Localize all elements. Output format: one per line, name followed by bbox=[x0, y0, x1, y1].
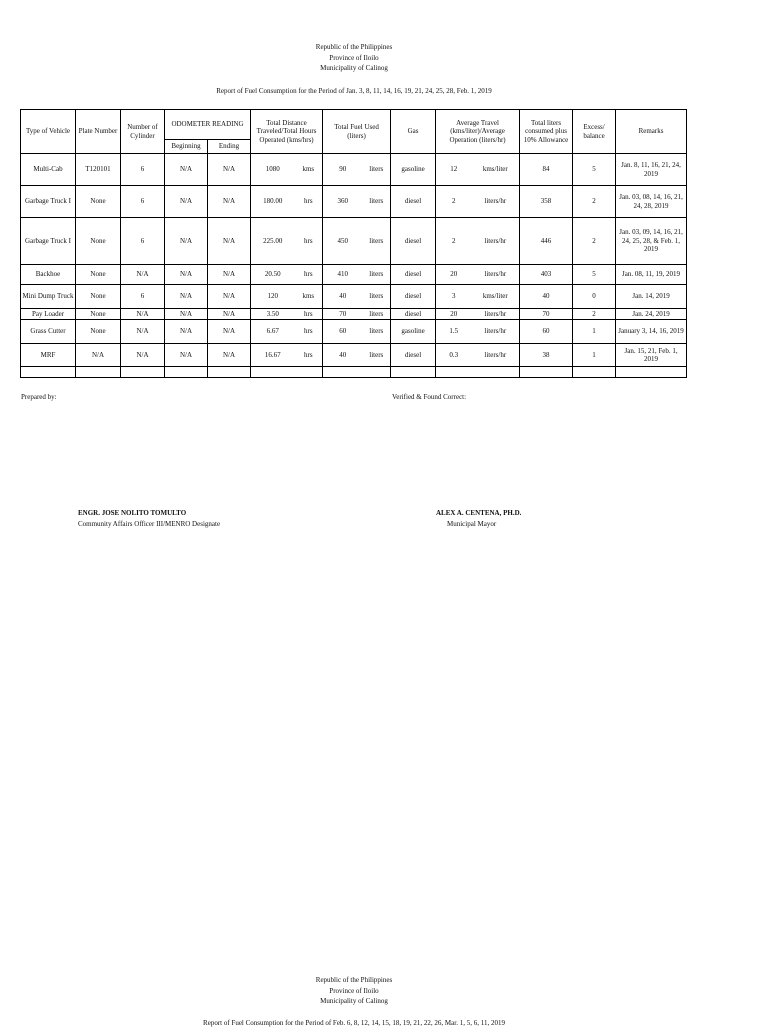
cell-total: 403 bbox=[520, 265, 573, 285]
page2-header-municipality: Municipality of Calinog bbox=[320, 997, 388, 1005]
cell-average: 20 bbox=[436, 265, 472, 285]
cell-fuel: 40 bbox=[323, 344, 363, 367]
cell-fuel-unit: liters bbox=[363, 186, 391, 218]
cell-excess: 1 bbox=[573, 344, 616, 367]
header-municipality: Municipality of Calinog bbox=[320, 64, 388, 72]
cell-total: 60 bbox=[520, 320, 573, 344]
cell-distance-unit: kms bbox=[295, 285, 323, 309]
cell-remarks: Jan. 03, 09, 14, 16, 21, 24, 25, 28, & Feb. 1, 2019 bbox=[616, 218, 687, 265]
cell-fuel: 60 bbox=[323, 320, 363, 344]
cell-distance-unit: hrs bbox=[295, 344, 323, 367]
cell-remarks: Jan. 08, 11, 19, 2019 bbox=[616, 265, 687, 285]
cell-average: 2 bbox=[436, 186, 472, 218]
header-type-of-vehicle: Type of Vehicle bbox=[21, 110, 76, 154]
cell-plate: None bbox=[76, 265, 121, 285]
cell-type: Backhoe bbox=[21, 265, 76, 285]
cell-cylinder: 6 bbox=[121, 218, 165, 265]
cell-total: 84 bbox=[520, 154, 573, 186]
cell-fuel: 90 bbox=[323, 154, 363, 186]
cell-average: 12 bbox=[436, 154, 472, 186]
cell-average-unit: kms/liter bbox=[472, 285, 520, 309]
cell-total: 70 bbox=[520, 309, 573, 320]
cell-remarks: Jan. 24, 2019 bbox=[616, 309, 687, 320]
cell-distance-unit: hrs bbox=[295, 265, 323, 285]
table-row bbox=[21, 265, 687, 285]
table-row bbox=[21, 186, 687, 218]
cell-average: 0.3 bbox=[436, 344, 472, 367]
cell-ending: N/A bbox=[208, 320, 251, 344]
cell-plate: T120101 bbox=[76, 154, 121, 186]
cell-plate: N/A bbox=[76, 344, 121, 367]
cell-distance-unit: hrs bbox=[295, 320, 323, 344]
cell-distance-unit: kms bbox=[295, 154, 323, 186]
cell-distance: 3.50 bbox=[251, 309, 295, 320]
cell-distance: 20.50 bbox=[251, 265, 295, 285]
cell-fuel: 360 bbox=[323, 186, 363, 218]
cell-plate: None bbox=[76, 309, 121, 320]
cell-fuel-unit: liters bbox=[363, 265, 391, 285]
cell-cylinder: N/A bbox=[121, 309, 165, 320]
header-republic: Republic of the Philippines bbox=[315, 43, 393, 51]
cell-gas: diesel bbox=[391, 285, 436, 309]
cell-total: 358 bbox=[520, 186, 573, 218]
verified-by-title: Municipal Mayor bbox=[447, 520, 497, 528]
cell-distance: 1080 bbox=[251, 154, 295, 186]
header-plate-number: Plate Number bbox=[76, 110, 121, 154]
cell-cylinder: 6 bbox=[121, 154, 165, 186]
header-beginning: Beginning bbox=[165, 140, 208, 154]
cell-gas: gasoline bbox=[391, 154, 436, 186]
cell-cylinder: N/A bbox=[121, 265, 165, 285]
cell-remarks: Jan. 14, 2019 bbox=[616, 285, 687, 309]
cell-distance-unit: hrs bbox=[295, 186, 323, 218]
page2-report-title: Report of Fuel Consumption for the Period of Feb. 6, 8, 12, 14, 15, 18, 19, 21, 22, 26, Mar. 1, 5, 6, 11, 2019 bbox=[203, 1019, 505, 1027]
cell-fuel-unit: liters bbox=[363, 154, 391, 186]
report-title: Report of Fuel Consumption for the Period of Jan. 3, 8, 11, 14, 16, 19, 21, 24, 25, 28, Feb. 1, 2019 bbox=[216, 87, 492, 95]
cell-total: 40 bbox=[520, 285, 573, 309]
cell-excess: 1 bbox=[573, 320, 616, 344]
cell-excess: 0 bbox=[573, 285, 616, 309]
cell-gas: diesel bbox=[391, 265, 436, 285]
table-row bbox=[21, 320, 687, 344]
header-remarks: Remarks bbox=[616, 110, 687, 154]
cell-gas: diesel bbox=[391, 344, 436, 367]
cell-fuel-unit: liters bbox=[363, 285, 391, 309]
cell-plate: None bbox=[76, 285, 121, 309]
fuel-consumption-table bbox=[20, 109, 687, 378]
cell-ending: N/A bbox=[208, 285, 251, 309]
table-row bbox=[21, 285, 687, 309]
cell-beginning: N/A bbox=[165, 344, 208, 367]
cell-fuel: 40 bbox=[323, 285, 363, 309]
header-ending: Ending bbox=[208, 140, 251, 154]
table-row bbox=[21, 344, 687, 367]
cell-plate: None bbox=[76, 218, 121, 265]
cell-gas: diesel bbox=[391, 186, 436, 218]
cell-total: 446 bbox=[520, 218, 573, 265]
cell-average-unit: liters/hr bbox=[472, 265, 520, 285]
page2-header bbox=[0, 975, 708, 1007]
cell-average-unit: liters/hr bbox=[472, 218, 520, 265]
cell-fuel-unit: liters bbox=[363, 309, 391, 320]
table-row-empty bbox=[21, 367, 687, 378]
cell-total: 38 bbox=[520, 344, 573, 367]
cell-fuel: 410 bbox=[323, 265, 363, 285]
cell-average: 1.5 bbox=[436, 320, 472, 344]
cell-remarks: January 3, 14, 16, 2019 bbox=[616, 320, 687, 344]
cell-gas: gasoline bbox=[391, 320, 436, 344]
header-gas: Gas bbox=[391, 110, 436, 154]
cell-type: Garbage Truck I bbox=[21, 218, 76, 265]
cell-type: Grass Cutter bbox=[21, 320, 76, 344]
cell-type: Pay Loader bbox=[21, 309, 76, 320]
page2-header-republic: Republic of the Philippines bbox=[315, 976, 393, 984]
cell-ending: N/A bbox=[208, 154, 251, 186]
header-total-distance: Total Distance Traveled/Total Hours Operated (kms/hrs) bbox=[251, 110, 323, 154]
cell-cylinder: 6 bbox=[121, 285, 165, 309]
cell-plate: None bbox=[76, 320, 121, 344]
cell-type: Multi-Cab bbox=[21, 154, 76, 186]
cell-distance-unit: hrs bbox=[295, 309, 323, 320]
verified-label: Verified & Found Correct: bbox=[392, 393, 467, 401]
table-row bbox=[21, 218, 687, 265]
cell-fuel-unit: liters bbox=[363, 344, 391, 367]
cell-average-unit: liters/hr bbox=[472, 320, 520, 344]
cell-cylinder: N/A bbox=[121, 320, 165, 344]
cell-type: MRF bbox=[21, 344, 76, 367]
cell-ending: N/A bbox=[208, 265, 251, 285]
cell-excess: 5 bbox=[573, 265, 616, 285]
cell-beginning: N/A bbox=[165, 154, 208, 186]
table-row bbox=[21, 154, 687, 186]
cell-fuel: 450 bbox=[323, 218, 363, 265]
cell-cylinder: N/A bbox=[121, 344, 165, 367]
header-province: Province of Iloilo bbox=[329, 53, 379, 62]
cell-excess: 2 bbox=[573, 309, 616, 320]
cell-remarks: Jan. 8, 11, 16, 21, 24, 2019 bbox=[616, 154, 687, 186]
cell-distance: 180.00 bbox=[251, 186, 295, 218]
cell-fuel: 70 bbox=[323, 309, 363, 320]
cell-average-unit: kms/liter bbox=[472, 154, 520, 186]
cell-average: 20 bbox=[436, 309, 472, 320]
header-excess-balance: Excess/ balance bbox=[573, 110, 616, 154]
verified-by-name: ALEX A. CENTENA, PH.D. bbox=[436, 509, 522, 517]
cell-average: 3 bbox=[436, 285, 472, 309]
cell-beginning: N/A bbox=[165, 309, 208, 320]
cell-cylinder: 6 bbox=[121, 186, 165, 218]
document-header bbox=[0, 42, 708, 74]
cell-remarks: Jan. 03, 08, 14, 16, 21, 24, 28, 2019 bbox=[616, 186, 687, 218]
prepared-by-title: Community Affairs Officer III/MENRO Designate bbox=[78, 520, 221, 528]
cell-plate: None bbox=[76, 186, 121, 218]
cell-type: Mini Dump Truck bbox=[21, 285, 76, 309]
cell-beginning: N/A bbox=[165, 285, 208, 309]
page2-header-province: Province of Iloilo bbox=[329, 986, 379, 995]
header-total-fuel-used: Total Fuel Used (liters) bbox=[323, 110, 391, 154]
cell-beginning: N/A bbox=[165, 320, 208, 344]
cell-remarks: Jan. 15, 21, Feb. 1, 2019 bbox=[616, 344, 687, 367]
header-total-liters: Total liters consumed plus 10% Allowance bbox=[520, 110, 573, 154]
cell-fuel-unit: liters bbox=[363, 218, 391, 265]
cell-average-unit: liters/hr bbox=[472, 186, 520, 218]
cell-distance: 120 bbox=[251, 285, 295, 309]
header-average-travel: Average Travel (kms/liter)/Average Operation (liters/hr) bbox=[436, 110, 520, 154]
cell-beginning: N/A bbox=[165, 186, 208, 218]
prepared-by-label: Prepared by: bbox=[21, 393, 57, 401]
cell-distance: 16.67 bbox=[251, 344, 295, 367]
header-number-of-cylinder: Number of Cylinder bbox=[121, 110, 165, 154]
cell-excess: 5 bbox=[573, 154, 616, 186]
cell-beginning: N/A bbox=[165, 218, 208, 265]
cell-type: Garbage Truck I bbox=[21, 186, 76, 218]
cell-ending: N/A bbox=[208, 218, 251, 265]
prepared-by-name: ENGR. JOSE NOLITO TOMULTO bbox=[78, 509, 187, 517]
cell-average-unit: liters/hr bbox=[472, 344, 520, 367]
table-row bbox=[21, 309, 687, 320]
cell-ending: N/A bbox=[208, 344, 251, 367]
cell-excess: 2 bbox=[573, 218, 616, 265]
cell-beginning: N/A bbox=[165, 265, 208, 285]
cell-ending: N/A bbox=[208, 186, 251, 218]
cell-average-unit: liters/hr bbox=[472, 309, 520, 320]
cell-gas: diesel bbox=[391, 218, 436, 265]
header-odometer-reading: ODOMETER READING bbox=[165, 110, 251, 140]
cell-ending: N/A bbox=[208, 309, 251, 320]
cell-distance-unit: hrs bbox=[295, 218, 323, 265]
cell-average: 2 bbox=[436, 218, 472, 265]
cell-gas: diesel bbox=[391, 309, 436, 320]
cell-fuel-unit: liters bbox=[363, 320, 391, 344]
cell-distance: 6.67 bbox=[251, 320, 295, 344]
cell-distance: 225.00 bbox=[251, 218, 295, 265]
cell-excess: 2 bbox=[573, 186, 616, 218]
